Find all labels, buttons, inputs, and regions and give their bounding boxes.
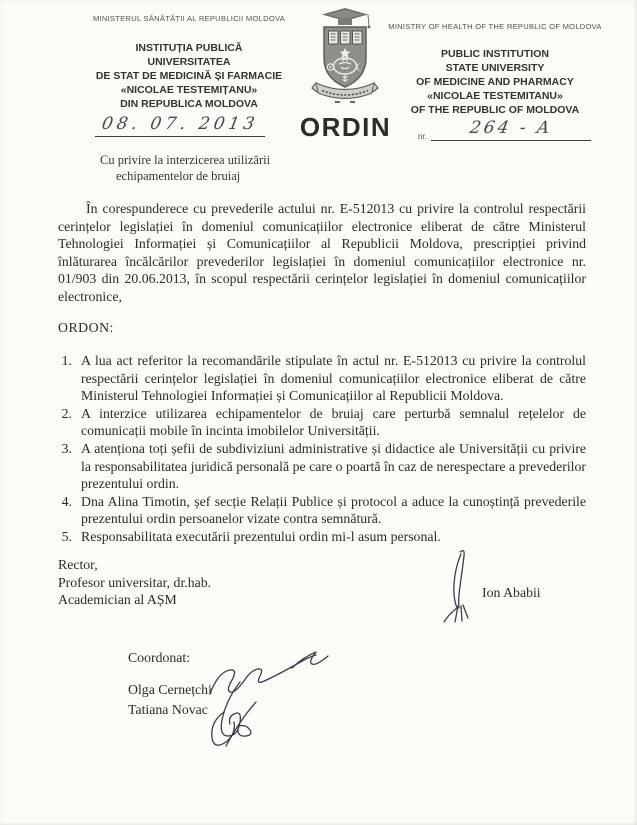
handwritten-date: 08. 07. 2013 — [100, 114, 260, 134]
institution-line: PUBLIC INSTITUTION — [441, 48, 549, 60]
list-item — [58, 405, 586, 440]
list-item — [58, 493, 586, 528]
item-text: A interzice utilizarea echipamentelor de bruiaj care perturbă semnalul rețelelor de comunicații mobile în incinta imobilelor Universității. — [81, 405, 586, 439]
shield-shape — [324, 27, 366, 87]
header-right — [382, 22, 608, 117]
institution-line: «NICOLAE TESTEMIȚANU» — [120, 84, 258, 96]
subject-line: echipamentelor de bruiaj — [116, 169, 241, 183]
coordinator-name: Olga Cernețchi — [128, 682, 212, 697]
institution-line: DE STAT DE MEDICINĂ ȘI FARMACIE — [95, 70, 283, 82]
order-heading: ORDON: — [58, 320, 114, 335]
item-text: A atenționa toți șefii de subdiviziuni administrative și didactice ale Universității cu privire la responsabilitatea juridică personală pe care o poartă în caz de nerespectare a prevederilor prezentului ordin. — [81, 440, 586, 492]
subject-line: Cu privire la interzicerea utilizării — [100, 153, 271, 167]
coordinator-name: Tatiana Novac — [128, 702, 208, 717]
handwritten-number: 264 - A — [468, 118, 554, 138]
list-item — [58, 352, 586, 405]
list-item — [58, 440, 586, 493]
preamble-text: În corespunderece cu prevederile actului nr. E-512013 cu privire la controlul respectării cerințelor legislației în domeniul comunicațiilor electronice eliberat de către Ministerul Tehnologiei Informației și Comunicațiilor al Republicii Moldova, prescripției privind înlăturarea încălcărilor prevederilor legislației în domeniul comunicațiilor electronice nr. 01/903 din 20.06.2013, în scopul respectării cerințelor legislației în domeniul comunicațiilor electronice, — [58, 201, 586, 304]
item-number: 3. — [61, 440, 72, 456]
item-number: 1. — [61, 353, 72, 368]
number-label: nr. — [418, 132, 427, 141]
mortarboard-icon — [322, 8, 371, 29]
list-item — [58, 528, 586, 546]
rector-title-line: Academician al AȘM — [58, 592, 177, 608]
item-text: Responsabilitata executării prezentului ordin mi-l asum personal. — [81, 528, 441, 544]
ministry-line-en: MINISTRY OF HEALTH OF THE REPUBLIC OF MOLDOVA — [388, 22, 602, 31]
coordination-signatures — [196, 642, 346, 752]
preamble-paragraph — [58, 200, 586, 306]
rector-titles — [58, 556, 211, 609]
signature-icon — [438, 548, 480, 626]
signatures-icon — [196, 642, 346, 752]
ministry-line-ro: MINISTERUL SĂNĂTĂȚII AL REPUBLICII MOLDOVA — [92, 14, 286, 23]
order-date-field — [95, 114, 265, 137]
institution-block-en — [382, 47, 608, 117]
institution-line: OF MEDICINE AND PHARMACY — [416, 76, 574, 88]
item-number: 5. — [61, 528, 72, 544]
order-subject — [100, 152, 330, 184]
institution-line: STATE UNIVERSITY — [445, 62, 545, 74]
item-text: A lua act referitor la recomandările stipulate în actul nr. E-512013 cu privire la controlul respectării cerințelor legislației în domeniul comunicațiilor electronice eliberat de către Ministerul Tehnologiei Informației și Comunicațiilor al Republicii Moldova. — [81, 353, 586, 404]
institution-block-ro — [58, 41, 320, 111]
coordination-label: Coordonat: — [128, 650, 191, 665]
signer-name: Ion Ababii — [482, 585, 541, 600]
order-number-field — [418, 118, 608, 141]
rector-signature — [438, 548, 480, 626]
item-text: Dna Alina Timotin, șef secție Relații Publice și protocol a aduce la cunoștință prevederile prezentului ordin persoanelor vizate contra semnătură. — [81, 493, 586, 527]
item-number: 4. — [61, 493, 72, 509]
header-left — [58, 14, 320, 111]
rector-title-line: Profesor universitar, dr.hab. — [58, 574, 212, 590]
university-emblem — [305, 6, 385, 106]
institution-line: INSTITUȚIA PUBLICĂ — [135, 42, 243, 54]
rector-title-line: Rector, — [58, 557, 98, 572]
institution-line: «NICOLAE TESTEMITANU» — [427, 90, 563, 102]
institution-line: UNIVERSITATEA — [147, 56, 231, 68]
item-number: 2. — [61, 405, 72, 421]
institution-line: DIN REPUBLICA MOLDOVA — [120, 98, 258, 110]
document-title: ORDIN — [299, 112, 392, 142]
order-items-list — [58, 352, 586, 546]
institution-line: OF THE REPUBLIC OF MOLDOVA — [410, 104, 580, 116]
coat-of-arms-icon — [305, 6, 385, 106]
